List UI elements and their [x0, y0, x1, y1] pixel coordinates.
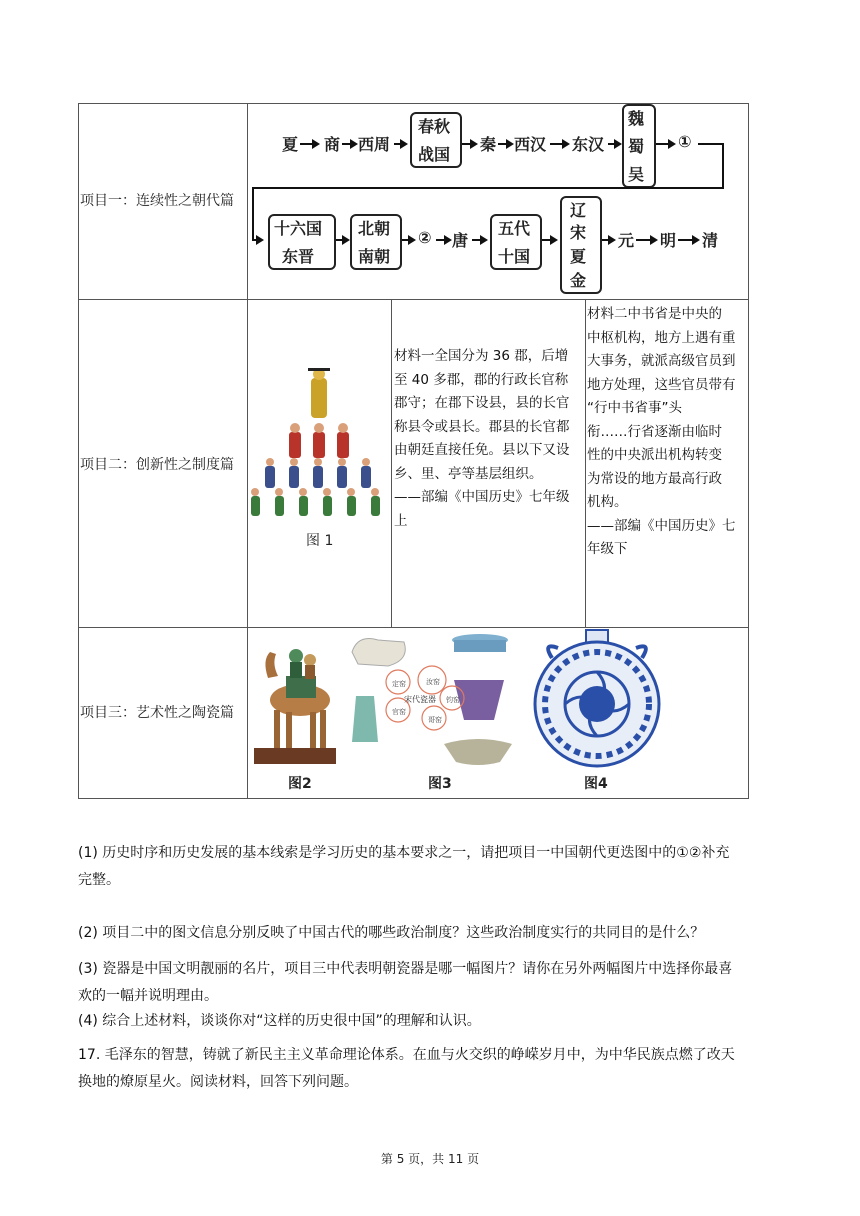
material-2-line: 衔……行省逐渐由临时 — [587, 423, 722, 440]
blank-2: ② — [418, 228, 432, 247]
official-hierarchy-figure — [248, 360, 392, 520]
kiln-label: 汝窑 — [426, 678, 440, 686]
dynasty-jin: 金 — [570, 271, 587, 290]
song-porcelain-center-label: 宋代瓷器 — [404, 695, 436, 704]
material-1-line: 郡守；在郡下设县，县的长官 — [394, 395, 570, 411]
arrow-icon — [678, 239, 698, 241]
arrow-icon — [394, 143, 406, 145]
question-3 — [78, 956, 783, 1010]
dynasty-donghan: 东汉 — [572, 135, 605, 154]
material-1-line: ——部编《中国历史》七年级 — [394, 489, 570, 505]
question-2 — [78, 920, 783, 947]
material-2-line: “行中书省事”头 — [587, 400, 682, 416]
row-label-project3: 项目三：艺术性之陶瓷篇 — [80, 705, 234, 721]
arrow-icon — [472, 239, 486, 241]
arrow-icon — [342, 143, 356, 145]
song-porcelain-figure — [348, 630, 518, 770]
blank-1: ① — [678, 132, 692, 151]
question-line: 欢的一幅并说明理由。 — [78, 988, 218, 1004]
dynasty-xihan: 西汉 — [514, 135, 547, 154]
dynasty-dongjin: 东晋 — [282, 247, 315, 266]
material-2-line: 中枢机构，地方上遇有重 — [587, 329, 736, 346]
dynasty-tang: 唐 — [452, 231, 469, 250]
dynasty-wu: 吴 — [628, 165, 645, 184]
dynasty-liao: 辽 — [570, 201, 587, 220]
material-2-line: 材料二中书省是中央的 — [587, 306, 722, 322]
dynasty-qin: 秦 — [480, 135, 497, 154]
arrow-icon — [656, 143, 674, 145]
connector-line — [252, 187, 724, 189]
connector-line — [698, 143, 724, 145]
material-1-line: 称县令或县长。郡县的长官都 — [394, 418, 570, 435]
dynasty-song: 宋 — [570, 223, 587, 242]
material-2-line: 大事务，就派高级官员到 — [587, 353, 736, 369]
dynasty-beichao: 北朝 — [358, 219, 391, 238]
ge-bowl-icon — [444, 739, 512, 765]
arrow-icon — [608, 143, 620, 145]
question-line: (1) 历史时序和历史发展的基本线索是学习历史的基本要求之一，请把项目一中国朝代更迭图中的①②补充 — [78, 845, 730, 861]
camel-base-icon — [254, 748, 336, 764]
arrow-icon — [542, 239, 556, 241]
ding-pillow-icon — [352, 639, 405, 667]
material-2-line: 性的中央派出机构转变 — [587, 447, 722, 463]
figure-3-caption: 图3 — [428, 776, 452, 792]
dynasty-ming: 明 — [660, 231, 677, 250]
dynasty-yuan: 元 — [618, 231, 635, 250]
arrow-icon — [436, 239, 450, 241]
kiln-label: 哥窑 — [428, 716, 442, 724]
question-1 — [78, 840, 783, 894]
guan-vase-icon — [352, 696, 378, 742]
material-2-line: 为常设的地方最高行政 — [587, 470, 722, 487]
emperor-figure-icon — [308, 368, 330, 418]
figure-2-caption: 图2 — [288, 776, 312, 792]
material-1-line: 由朝廷直接任免。县以下又设 — [394, 442, 570, 458]
arrow-icon — [300, 143, 318, 145]
senior-officials-icon — [289, 423, 349, 458]
dynasty-xizhou: 西周 — [358, 135, 391, 154]
connector-line — [722, 143, 724, 189]
dynasty-xia: 夏 — [282, 135, 299, 154]
question-line: 完整。 — [78, 872, 120, 888]
dynasty-xixia: 夏 — [570, 247, 587, 266]
material-2-line: 机构。 — [587, 494, 628, 510]
material-2-line: 地方处理，这些官员带有 — [587, 376, 736, 393]
material-1-line: 上 — [394, 512, 408, 529]
row-label-project2: 项目二：创新性之制度篇 — [80, 457, 234, 473]
material-2 — [587, 303, 749, 562]
material-1-line: 乡、里、亭等基层组织。 — [394, 465, 543, 482]
arrow-icon — [462, 143, 476, 145]
dynasty-shu: 蜀 — [628, 137, 645, 156]
local-officials-icon — [251, 488, 380, 516]
material-1-line: 至 40 多郡，郡的行政长官称 — [394, 371, 569, 388]
kiln-label: 钧窑 — [446, 696, 460, 704]
question-4 — [78, 1008, 783, 1035]
question-line: 17. 毛泽东的智慧，铸就了新民主主义革命理论体系。在血与火交织的峥嵘岁月中，为中华民族点燃了改天 — [78, 1047, 735, 1063]
dynasty-qing: 清 — [702, 231, 719, 250]
dynasty-flow-chart — [0, 0, 860, 300]
arrow-icon — [550, 143, 568, 145]
dynasty-wudai: 五代 — [498, 219, 531, 238]
dynasty-shang: 商 — [324, 135, 341, 154]
arrow-icon — [602, 239, 614, 241]
question-line: (3) 瓷器是中国文明靓丽的名片，项目三中代表明朝瓷器是哪一幅图片？请你在另外两幅图片中选择你最喜 — [78, 961, 733, 977]
dynasty-shiliuguo: 十六国 — [274, 219, 323, 238]
arrow-icon — [336, 239, 348, 241]
arrow-icon — [498, 143, 512, 145]
arrow-icon — [252, 239, 262, 241]
county-officials-icon — [265, 458, 371, 488]
jun-bowl-icon — [454, 680, 504, 720]
tang-camel-figure — [250, 630, 342, 768]
material-1 — [394, 345, 590, 533]
kiln-label: 官窑 — [392, 708, 406, 716]
page-footer: 第 5 页，共 11 页 — [380, 1152, 480, 1166]
material-2-line: ——部编《中国历史》七 — [587, 517, 736, 534]
dynasty-wei: 魏 — [628, 109, 645, 128]
dynasty-nanchao: 南朝 — [358, 247, 391, 266]
table-border-bottom — [78, 798, 749, 799]
dynasty-chunqiu: 春秋 — [418, 117, 451, 136]
material-1-line: 材料一全国分为 36 郡，后增 — [394, 348, 569, 364]
question-line: 换地的燎原星火。阅读材料，回答下列问题。 — [78, 1074, 358, 1090]
blue-white-flask-figure — [522, 628, 672, 770]
question-17 — [78, 1042, 783, 1096]
connector-line — [252, 187, 254, 241]
question-line: (2) 项目二中的图文信息分别反映了中国古代的哪些政治制度？这些政治制度实行的共同目的是什么？ — [78, 925, 705, 941]
question-line: (4) 综合上述材料，谈谈你对“这样的历史很中国”的理解和认识。 — [78, 1013, 481, 1029]
dynasty-zhanguo: 战国 — [418, 145, 451, 164]
arrow-icon — [636, 239, 656, 241]
row-label-project1: 项目一：连续性之朝代篇 — [80, 193, 234, 209]
figure-4-caption: 图4 — [584, 776, 608, 792]
arrow-icon — [402, 239, 414, 241]
figure-1-caption: 图 1 — [306, 533, 334, 549]
dynasty-shiguo: 十国 — [498, 247, 531, 266]
material-2-line: 年级下 — [587, 541, 628, 557]
kiln-label: 定窑 — [392, 680, 406, 688]
